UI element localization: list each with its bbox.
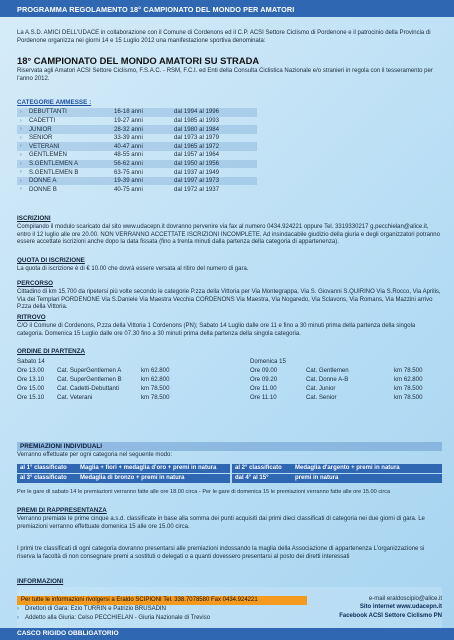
arrow-icon: › [20,169,22,176]
informazioni-heading: INFORMAZIONI [17,578,64,585]
category-row [17,117,257,126]
start-row [17,384,217,393]
category-years: dal 1973 al 1979 [174,134,220,142]
prize-label: al 1° classificato [20,464,67,471]
category-row [17,160,257,169]
prize-label: al 3° classificato [20,474,67,481]
category-name: DONNE B [29,185,57,193]
header-banner: PROGRAMMA REGOLAMENTO 18° CAMPIONATO DEL MONDO PER AMATORI [0,0,454,17]
prize-second [232,464,442,473]
quota-heading: QUOTA DI ISCRIZIONE [17,257,85,264]
arrow-icon: › [20,152,22,159]
start-category: Cat. Donne A-B [306,375,349,383]
category-row [17,185,257,194]
category-row [17,142,257,151]
start-time: Ore 11.00 [250,384,277,392]
start-row [250,384,450,393]
premiazioni-text: Verranno effettuate per ogni categoria nel seguente modo: [17,452,173,458]
premiazioni-bar [17,442,442,451]
prize-first [17,464,230,473]
percorso-heading: PERCORSO [17,280,54,287]
start-row [250,366,450,375]
start-time: Ore 13.00 [17,366,45,374]
iscrizioni-text: Compilando il modulo scaricato dal sito www.udacepn.it dovranno pervenire via fax al numero 0434.924221 oppure Tel. 3319330217 g.pecchielan@alice.it, entro il 12 luglio alle ore 20.00. NON VERRANNO ACCETTATE ISCRIZIONI INCOMPLETE. Ad insindacabile giudizio della giuria e degli organizzatori potranno essere accettate iscrizioni anche dopo la data fissata (fino a trenta minuti dalla partenza della categoria di appartenenza). [17,224,440,246]
start-distance: km 62.800 [141,366,170,374]
category-years: dal 1950 al 1956 [174,159,220,167]
prize-value: premi in natura [295,474,339,481]
start-time: Ore 15.10 [17,393,45,401]
arrow-icon: › [20,109,22,116]
ritrovo-text: C/O il Comune di Cordenons, P.zza della Vittoria 1 Cordenons (PN); Sabato 14 Luglio dalle ore 11 e fino a 30 minuti prima della partenza della singola categoria. Domenica 15 Luglio dalle ore 07.30 fino a 30 minuti prima della partenza della singola categoria. [17,323,416,337]
bullet-icon: › [17,615,19,621]
premiazioni-heading: PREMIAZIONI INDIVIDUALI [20,443,103,450]
arrow-icon: › [20,160,22,167]
event-subtitle: Riservata agli Amatori ACSI Settore Ciclismo, F.S.A.C. - RSM, F.C.I. ed Enti della Consulta Ciclistica Nazionale e/o stranieri in regola con il tesseramento per l'anno 2012. [17,68,433,82]
category-years: dal 1965 al 1972 [174,142,220,150]
category-name: GENTLEMEN [29,151,67,159]
start-distance: km 78.500 [394,393,423,401]
start-category: Cat. Cadetti-Debuttanti [57,384,119,392]
category-age: 19-27 anni [114,116,143,124]
category-years: dal 1997 al 1973 [174,177,220,185]
category-name: SENIOR [29,134,53,142]
start-category: Cat. Senior [306,393,337,401]
category-name: DONNE A [29,177,57,185]
categories-table [17,108,257,194]
arrow-icon: › [20,134,22,141]
ordine-domenica [250,357,450,402]
start-distance: km 78.500 [141,393,170,401]
event-title: 18° CAMPIONATO DEL MONDO AMATORI SU STRADA [17,55,260,66]
category-age: 33-39 anni [114,134,143,142]
category-age: 48-55 anni [114,151,143,159]
bullet-icon: › [17,606,19,612]
ordine-day: Sabato 14 [17,357,45,365]
prize-value: Maglia + fiori + medaglia d'oro + premi in natura [80,464,217,471]
prize-fourth-fifteenth [232,474,442,483]
email-link[interactable]: e-mail eraldoscipio@alice.it [368,596,442,602]
category-years: dal 1937 al 1949 [174,168,220,176]
informazioni-links [330,596,442,621]
start-distance: km 78.500 [394,366,423,374]
category-years: dal 1980 al 1984 [174,125,220,133]
category-years: dal 1994 al 1996 [174,108,220,116]
start-row [17,393,217,402]
staff-text: Addetto alla Giuria: Celso PECCHIELAN - Giuria Nazionale di Treviso [25,615,211,621]
website-link[interactable]: Sito internet www.udacepn.it [359,604,442,611]
iscrizioni-heading: ISCRIZIONI [17,215,51,222]
arrow-icon: › [20,177,22,184]
rappresentanza-text: Verranno premiate le prime cinque a.s.d. classificate in base alla somma dei punti acquisiti dai primi dieci classificati di categoria nei due giorni di gara. Le premiazioni verranno effettuate domenica 15 alle ore 15.00 circa. [17,516,425,530]
category-name: JUNIOR [29,125,52,133]
category-row [17,108,257,117]
category-years: dal 1957 al 1964 [174,151,220,159]
quota-text: La quota di iscrizione è di € 10.00 che dovrà essere versata al ritiro del numero di gara. [17,266,249,272]
start-row [17,375,217,384]
staff-line [17,606,210,615]
start-category: Cat. Veterani [57,393,93,401]
category-years: dal 1985 al 1993 [174,116,220,124]
category-age: 40-47 anni [114,142,143,150]
category-years: dal 1972 al 1937 [174,185,220,193]
staff-text: Direttori di Gara: Ezio TURRIN e Patrizio BRUSADIN [25,606,166,612]
start-row [17,366,217,375]
start-time: Ore 13.10 [17,375,45,383]
category-name: DEBUTTANTI [29,108,67,116]
start-distance: km 62.800 [141,375,170,383]
facebook-link[interactable]: Facebook ACSI Settore Ciclismo PN [339,612,442,619]
arrow-icon: › [20,143,22,150]
start-distance: km 78.500 [394,384,423,392]
category-age: 63-75 anni [114,168,143,176]
prize-label: al 2° classificato [235,464,282,471]
start-time: Ore 09.00 [250,366,278,374]
category-row [17,134,257,143]
arrow-icon: › [20,186,22,193]
category-name: S.GENTLEMEN B [29,168,79,176]
category-name: VETERANI [29,142,60,150]
category-row [17,151,257,160]
start-category: Cat. SuperGentlemen A [57,366,122,374]
start-row [250,375,450,384]
rappresentanza-heading: PREMI DI RAPPRESENTANZA [17,507,107,514]
informazioni-contact-band: Per tutte le informazioni rivolgersi a Eraldo SCIPIONI Tel. 338.7078580 Fax 0434.924221 [17,596,307,605]
intro-text: La A.S.D. AMICI DELL'UDACE in collaborazione con il Comune di Cordenons ed il C.P. ACSI Settore Ciclismo di Pordenone e il patrocinio della Provincia di Pordenone organizza nei giorni 14 e 15 Luglio 2012 una manifestazione sportiva denominata: [17,30,431,44]
start-distance: km 62.800 [394,375,423,383]
prize-label: dal 4° al 15° [235,474,269,481]
ordine-day: Domenica 15 [250,357,286,365]
start-category: Cat. Junior [306,384,336,392]
category-age: 28-32 anni [114,125,143,133]
category-row [17,177,257,186]
category-name: CADETTI [29,116,56,124]
category-row [17,125,257,134]
start-distance: km 78.500 [141,384,170,392]
ordine-sabato [17,357,217,402]
start-time: Ore 09.20 [250,375,278,383]
percorso-text: Cittadino di km 15.700 da ripetersi più volte secondo le categorie P.zza della Vittoria per Via Montegrappa, Via S. Giovanni S.QUIRINO Via S.Rocco, Via Aprilis, Via dei Templari PORDENONE Via S.Daniele Via Maestra Vecchia CORDENONS Via Maestra, Via Nogaredo, Via Sclavons, Via Romans, Via Mazzini arrivo P.zza della Vittoria. [17,289,441,311]
staff-line [17,615,210,624]
start-time: Ore 15.00 [17,384,45,392]
arrow-icon: › [20,117,22,124]
category-row [17,168,257,177]
category-name: S.GENTLEMEN A [29,159,79,167]
premiazioni-footer: Per le gare di sabato 14 le premiazioni verranno fatte alle ore 18.00 circa - Per le gare di domenica 15 le premiazioni verranno fatte alle ore 15.00 circa [17,489,391,495]
start-row [250,393,450,402]
ordine-heading: ORDINE DI PARTENZA [17,348,86,355]
arrow-icon: › [20,126,22,133]
informazioni-staff [17,606,210,624]
rappresentanza-text-2: I primi tre classificati di ogni categoria dovranno presentarsi alle premiazioni indossando la maglia della Associazione di appartenenza L'organizzazione si riserva la facoltà di non consegnare premi a sostituti o delegati o a quanti dovessero presentarsi al posto dei diretti interessati [17,546,425,560]
category-age: 19-39 anni [114,177,143,185]
start-category: Cat. Gentlemen [306,366,349,374]
prize-value: Medaglia di bronzo + premi in natura [80,474,185,481]
categories-heading: CATEGORIE AMMESSE : [17,99,92,106]
category-age: 56-62 anni [114,159,143,167]
start-category: Cat. SuperGentlemen B [57,375,122,383]
start-time: Ore 11.10 [250,393,277,401]
prize-third [17,474,230,483]
prize-value: Medaglia d'argento + premi in natura [295,464,400,471]
ritrovo-heading: RITROVO [17,314,46,321]
category-age: 40-75 anni [114,185,143,193]
footer-banner: CASCO RIGIDO OBBLIGATORIO [0,628,454,640]
category-age: 16-18 anni [114,108,143,116]
